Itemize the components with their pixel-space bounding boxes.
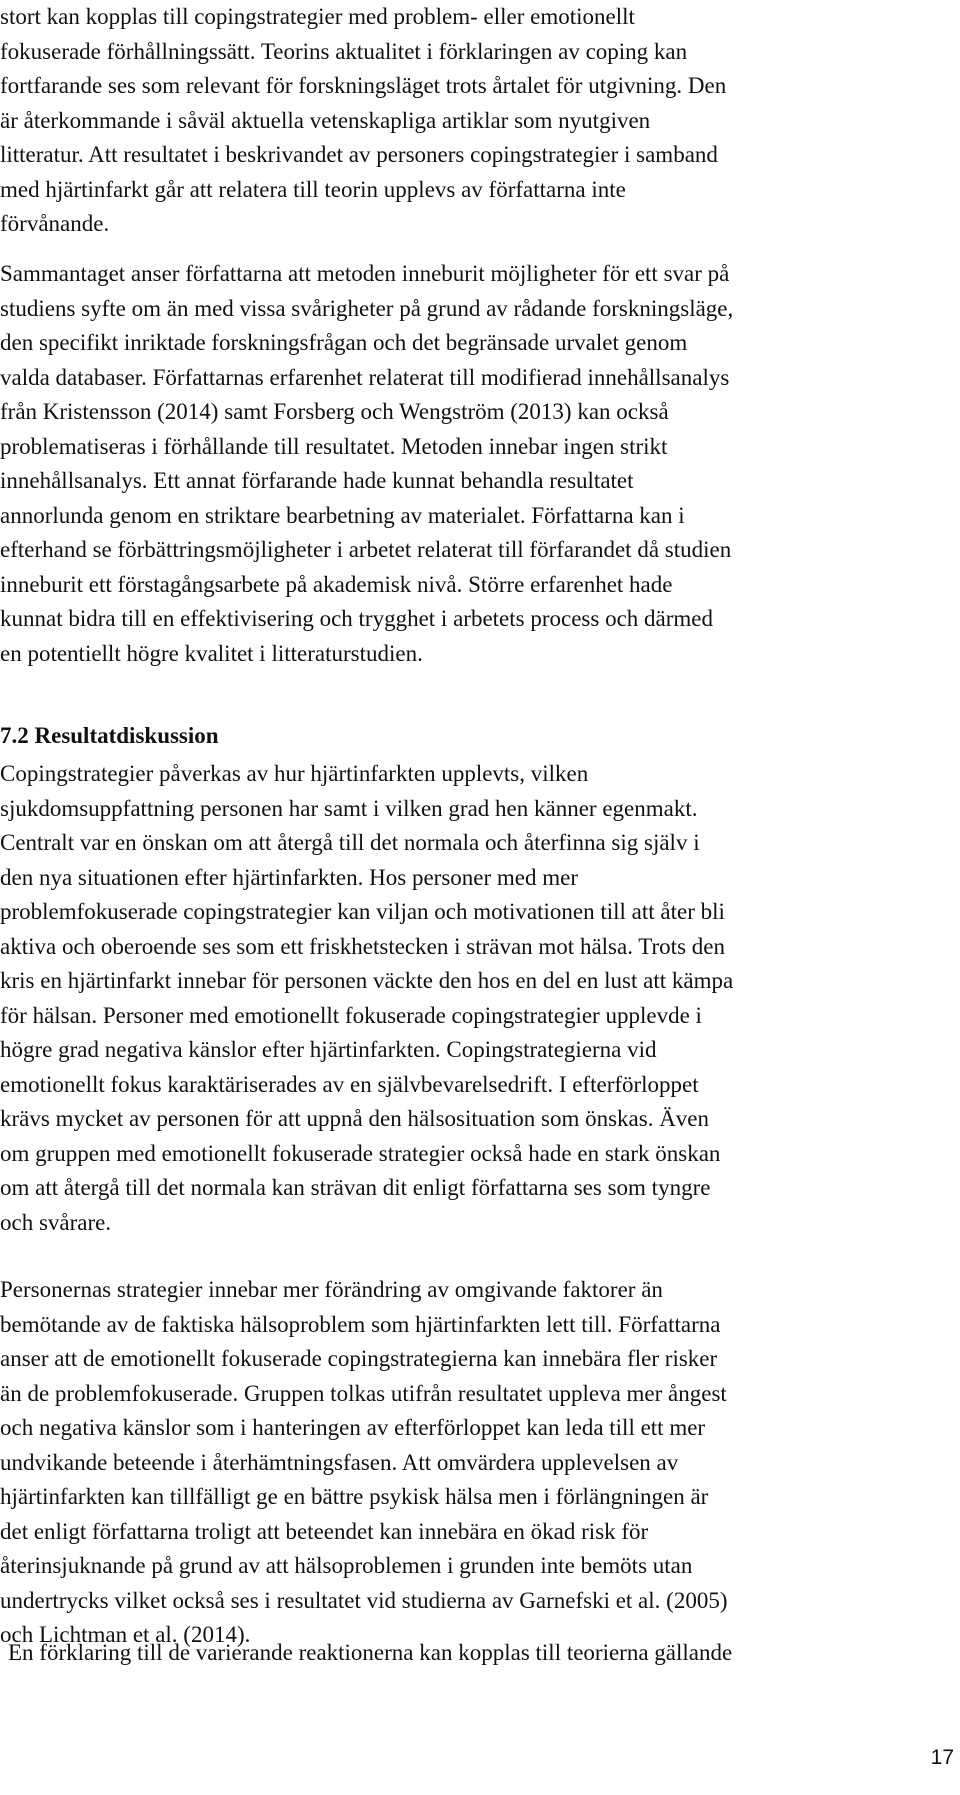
- text-line: inneburit ett förstagångsarbete på akademisk nivå. Större erfarenhet hade: [0, 571, 673, 597]
- text-line: om att återgå till det normala kan strävan dit enligt författarna ses som tyngre: [0, 1175, 711, 1200]
- text-line: kunnat bidra till en effektivisering och trygghet i arbetets process och därmed: [0, 606, 713, 631]
- paragraph-closing: [8, 1636, 960, 1671]
- paragraph-theory-relevance: [0, 0, 960, 242]
- text-line: valda databaser. Författarnas erfarenhet relaterat till modifierad innehållsanalys: [0, 364, 730, 390]
- text-line: problemfokuserade copingstrategier kan viljan och motivationen till att åter bli: [0, 899, 725, 924]
- text-line: den specifikt inriktade forskningsfrågan och det begränsade urvalet genom: [0, 330, 688, 355]
- text-line: hjärtinfarkten kan tillfälligt ge en bättre psykisk hälsa men i förlängningen är: [0, 1484, 709, 1509]
- text-line: återinsjuknande på grund av att hälsoproblemen i grunden inte bemöts utan: [0, 1553, 693, 1578]
- paragraph-emotional-focus-risks: [0, 1273, 960, 1653]
- text-line: förvånande.: [0, 211, 110, 236]
- text-line: från Kristensson (2014) samt Forsberg och Wengström (2013) kan också: [0, 399, 669, 424]
- text-line: aktiva och oberoende ses som ett friskhetstecken i strävan mot hälsa. Trots den: [0, 933, 725, 959]
- text-line: om gruppen med emotionellt fokuserade strategier också hade en stark önskan: [0, 1140, 721, 1166]
- text-line: anser att de emotionellt fokuserade copingstrategierna kan innebära fler risker: [0, 1346, 718, 1371]
- paragraph-method-summary: [0, 257, 960, 671]
- text-line: Copingstrategier påverkas av hur hjärtinfarkten upplevts, vilken: [0, 761, 589, 786]
- text-line: emotionellt fokus karaktäriserades av en självbevarelsedrift. I efterförloppet: [0, 1071, 699, 1097]
- text-line: Sammantaget anser författarna att metoden inneburit möjligheter för ett svar på: [0, 261, 730, 286]
- text-line: högre grad negativa känslor efter hjärtinfarkten. Copingstrategierna vid: [0, 1037, 657, 1062]
- text-line: kris en hjärtinfarkt innebar för personen väckte den hos en del en lust att kämpa: [0, 968, 734, 993]
- text-line: en potentiellt högre kvalitet i litteraturstudien.: [0, 640, 423, 666]
- text-line: är återkommande i såväl aktuella vetenskapliga artiklar som nyutgiven: [0, 107, 651, 133]
- text-line: Centralt var en önskan om att återgå till det normala och återfinna sig själv i: [0, 830, 700, 855]
- text-line: sjukdomsuppfattning personen har samt i vilken grad hen känner egenmakt.: [0, 795, 698, 821]
- text-line: med hjärtinfarkt går att relatera till teorin upplevs av författarna inte: [0, 176, 626, 202]
- text-line: En förklaring till de varierande reaktionerna kan kopplas till teorierna gällande: [8, 1640, 733, 1665]
- text-line: fokuserade förhållningssätt. Teorins aktualitet i förklaringen av coping kan: [0, 38, 688, 64]
- text-line: annorlunda genom en striktare bearbetning av materialet. Författarna kan i: [0, 502, 685, 528]
- text-line: det enligt författarna troligt att beteendet kan innebära en ökad risk för: [0, 1518, 649, 1544]
- text-line: krävs mycket av personen för att uppnå den hälsosituation som önskas. Även: [0, 1106, 710, 1131]
- text-line: innehållsanalys. Ett annat förfarande hade kunnat behandla resultatet: [0, 468, 634, 493]
- text-line: den nya situationen efter hjärtinfarkten. Hos personer med mer: [0, 864, 578, 890]
- text-line: fortfarande ses som relevant för forskningsläget trots årtalet för utgivning. Den: [0, 73, 727, 98]
- text-line: och svårare.: [0, 1209, 112, 1235]
- page-number: 17: [930, 1746, 954, 1769]
- text-line: problematiseras i förhållande till resultatet. Metoden innebar ingen strikt: [0, 433, 668, 459]
- text-line: och negativa känslor som i hanteringen av efterförloppet kan leda till ett mer: [0, 1415, 706, 1440]
- text-line: bemötande av de faktiska hälsoproblem som hjärtinfarkten lett till. Författarna: [0, 1311, 721, 1337]
- paragraph-coping-strategies: [0, 757, 960, 1240]
- text-line: efterhand se förbättringsmöjligheter i arbetet relaterat till förfarandet då studien: [0, 537, 732, 562]
- text-line: undvikande beteende i återhämtningsfasen. Att omvärdera upplevelsen av: [0, 1449, 679, 1475]
- text-line: undertrycks vilket också ses i resultatet vid studierna av Garnefski et al. (2005): [0, 1587, 728, 1613]
- text-line: än de problemfokuserade. Gruppen tolkas utifrån resultatet uppleva mer ångest: [0, 1380, 727, 1406]
- text-line: stort kan kopplas till copingstrategier med problem- eller emotionellt: [0, 4, 635, 29]
- text-line: för hälsan. Personer med emotionellt fokuserade copingstrategier upplevde i: [0, 1002, 702, 1028]
- text-line: studiens syfte om än med vissa svårigheter på grund av rådande forskningsläge,: [0, 295, 734, 321]
- text-line: Personernas strategier innebar mer förändring av omgivande faktorer än: [0, 1277, 663, 1302]
- section-heading: 7.2 Resultatdiskussion: [0, 723, 219, 748]
- text-line: litteratur. Att resultatet i beskrivandet av personers copingstrategier i samband: [0, 142, 718, 167]
- text-line: och Lichtman et al. (2014).: [0, 1622, 251, 1647]
